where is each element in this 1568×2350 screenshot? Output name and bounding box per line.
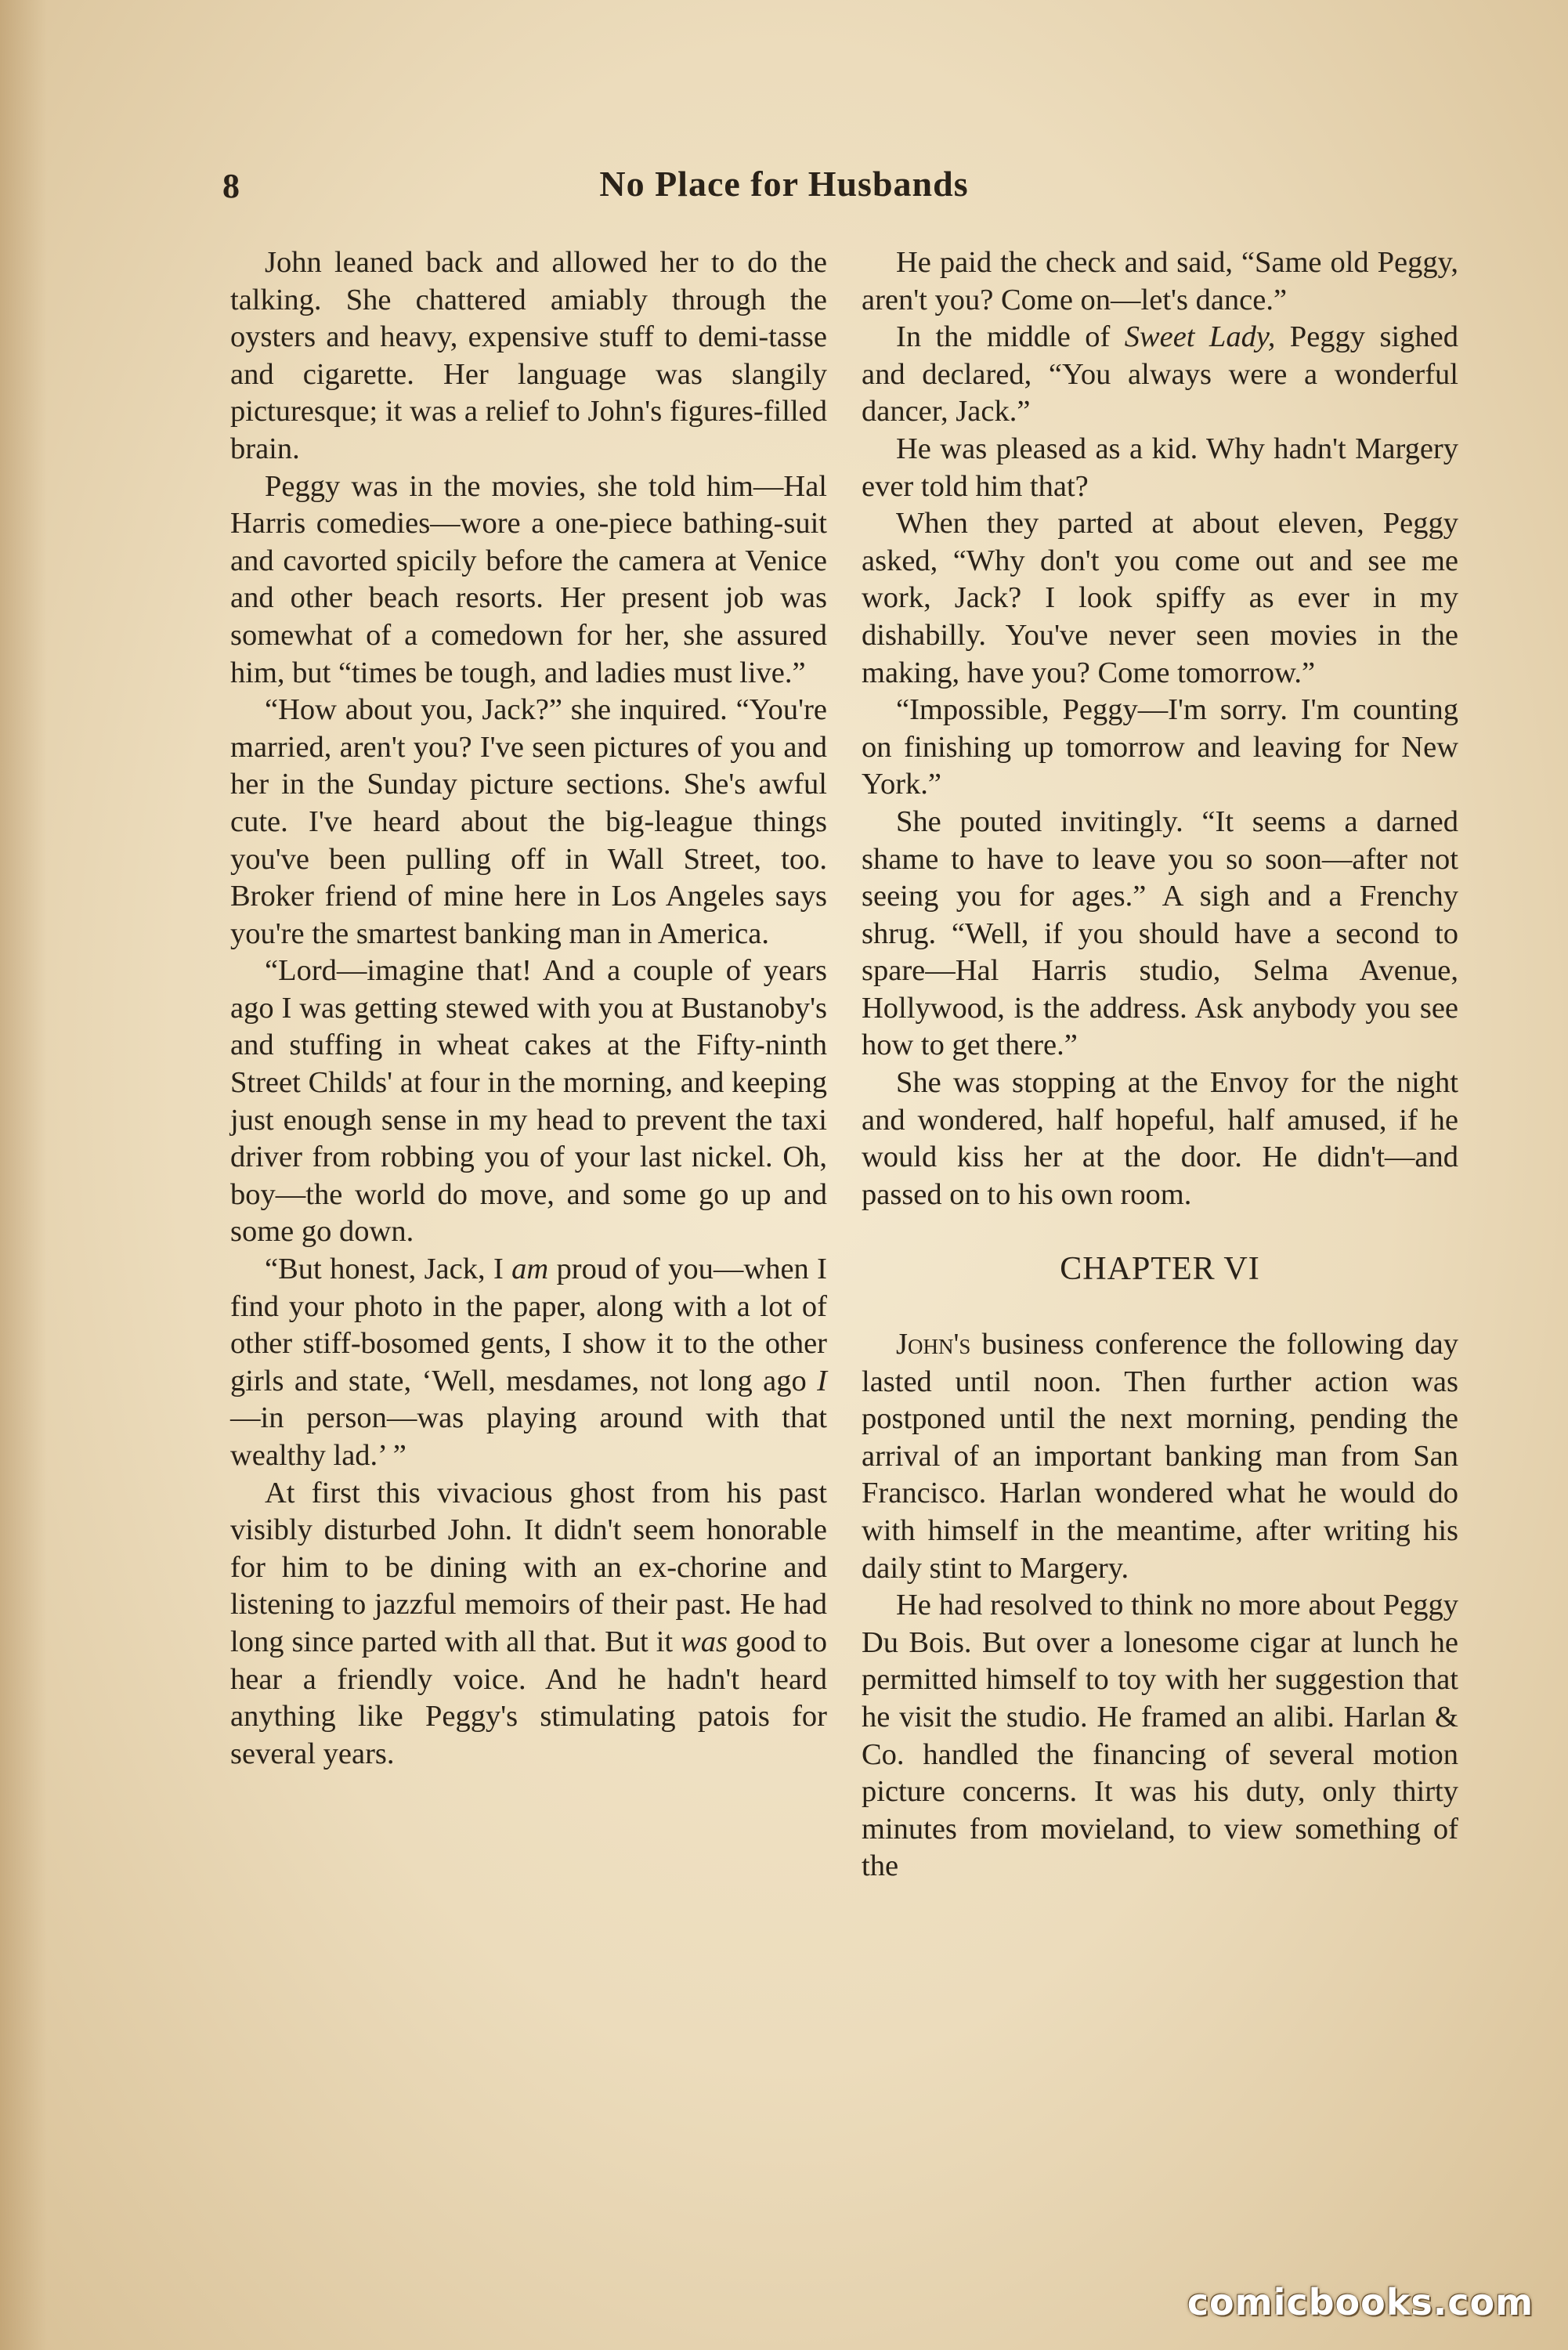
paragraph: “Lord—imagine that! And a couple of years ago I was getting stewed with you at Bustanoby's and stuffing in wheat cakes at the Fifty-ninth Street Childs' at four in the morning, and keeping just enough sense in my head to prevent the taxi driver from robbing you of your last nickel. Oh, boy—the world do move, and some go up and some go down. xyxy=(230,954,827,1249)
paragraph: He was pleased as a kid. Why hadn't Margery ever told him that? xyxy=(862,432,1458,503)
emphasis: am xyxy=(511,1253,549,1286)
right-column xyxy=(862,244,1458,1885)
paragraph xyxy=(862,319,1458,431)
page-number: 8 xyxy=(222,167,240,205)
left-column xyxy=(230,244,827,1773)
smallcaps-lead: John's xyxy=(896,1328,971,1361)
emphasis: I xyxy=(817,1364,827,1397)
text-run: At first this vivacious ghost from his past visibly disturbed John. It didn't seem honorable for him to be dining with an ex-chorine and listening to jazzful memoirs of their past. He had long since parted with all that. But it xyxy=(230,1476,827,1658)
paragraph: When they parted at about eleven, Peggy asked, “Why don't you come out and see me work, Jack? I look spiffy as ever in my dishabilly. You've never seen movies in the making, have you? Come tomorrow.” xyxy=(862,507,1458,689)
text-run: good to hear a friendly voice. And he hadn't heard anything like Peggy's stimulating patois for several years. xyxy=(230,1625,827,1770)
paragraph xyxy=(862,1326,1458,1587)
paragraph: She was stopping at the Envoy for the night and wondered, half hopeful, half amused, if he would kiss her at the door. He didn't—and passed on to his own room. xyxy=(862,1066,1458,1211)
paragraph: She pouted invitingly. “It seems a darned shame to have to leave you so soon—after not seeing you for ages.” A sigh and a Frenchy shrug. “Well, if you should have a second to spare—Hal Harris studio, Selma Avenue, Hollywood, is the address. Ask anybody you see how to get there.” xyxy=(862,804,1458,1062)
emphasis: Sweet Lady, xyxy=(1124,320,1276,354)
paragraph: He paid the check and said, “Same old Peggy, aren't you? Come on—let's dance.” xyxy=(862,246,1458,316)
paragraph: John leaned back and allowed her to do the talking. She chattered amiably through the oysters and heavy, expensive stuff to demi-tasse and cigarette. Her language was slangily picturesque; it was a relief to John's figures-filled brain. xyxy=(230,246,827,465)
paragraph: “Impossible, Peggy—I'm sorry. I'm counting on finishing up tomorrow and leaving for New York.” xyxy=(862,693,1458,801)
chapter-heading: CHAPTER VI xyxy=(1060,1251,1260,1288)
paragraph xyxy=(230,1475,827,1773)
paragraph xyxy=(230,1251,827,1475)
paragraph: Peggy was in the movies, she told him—Hal Harris comedies—wore a one-piece bathing-suit and cavorted spicily before the camera at Venice and other beach resorts. Her present job was somewhat of a comedown for her, she assured him, but “times be tough, and ladies must live.” xyxy=(230,469,827,689)
paragraph: He had resolved to think no more about Peggy Du Bois. But over a lonesome cigar at lunch he permitted himself to toy with her suggestion that he visit the studio. He framed an alibi. Harlan & Co. handled the financing of several motion picture concerns. It was his duty, only thirty minutes from movieland, to view something of the xyxy=(862,1589,1458,1883)
text-run: “But honest, Jack, I xyxy=(265,1253,512,1286)
text-run: Peggy sighed and declared, “You always were a wonderful dancer, Jack.” xyxy=(862,320,1458,428)
text-run: proud of you—when I find your photo in the paper, along with a lot of other stiff-bosomed gents, I show it to the other girls and state, ‘Well, mesdames, not long ago xyxy=(230,1253,827,1397)
running-title: No Place for Husbands xyxy=(599,164,969,204)
text-run: —in person—was playing around with that wealthy lad.’ ” xyxy=(230,1401,827,1472)
text-run: In the middle of xyxy=(896,320,1125,354)
watermark-logo: comicbooks.com xyxy=(1187,2281,1534,2323)
emphasis: was xyxy=(681,1625,728,1658)
text-run: business conference the following day lasted until noon. Then further action was postponed until the next morning, pending the arrival of an important banking man from San Francisco. Harlan wondered what he would do with himself in the meantime, after writing his daily stint to Margery. xyxy=(862,1328,1458,1585)
paragraph: “How about you, Jack?” she inquired. “You're married, aren't you? I've seen pictures of you and her in the Sunday picture sections. She's awful cute. I've heard about the big-league things you've been pulling off in Wall Street, too. Broker friend of mine here in Los Angeles says you're the smartest banking man in America. xyxy=(230,693,827,950)
